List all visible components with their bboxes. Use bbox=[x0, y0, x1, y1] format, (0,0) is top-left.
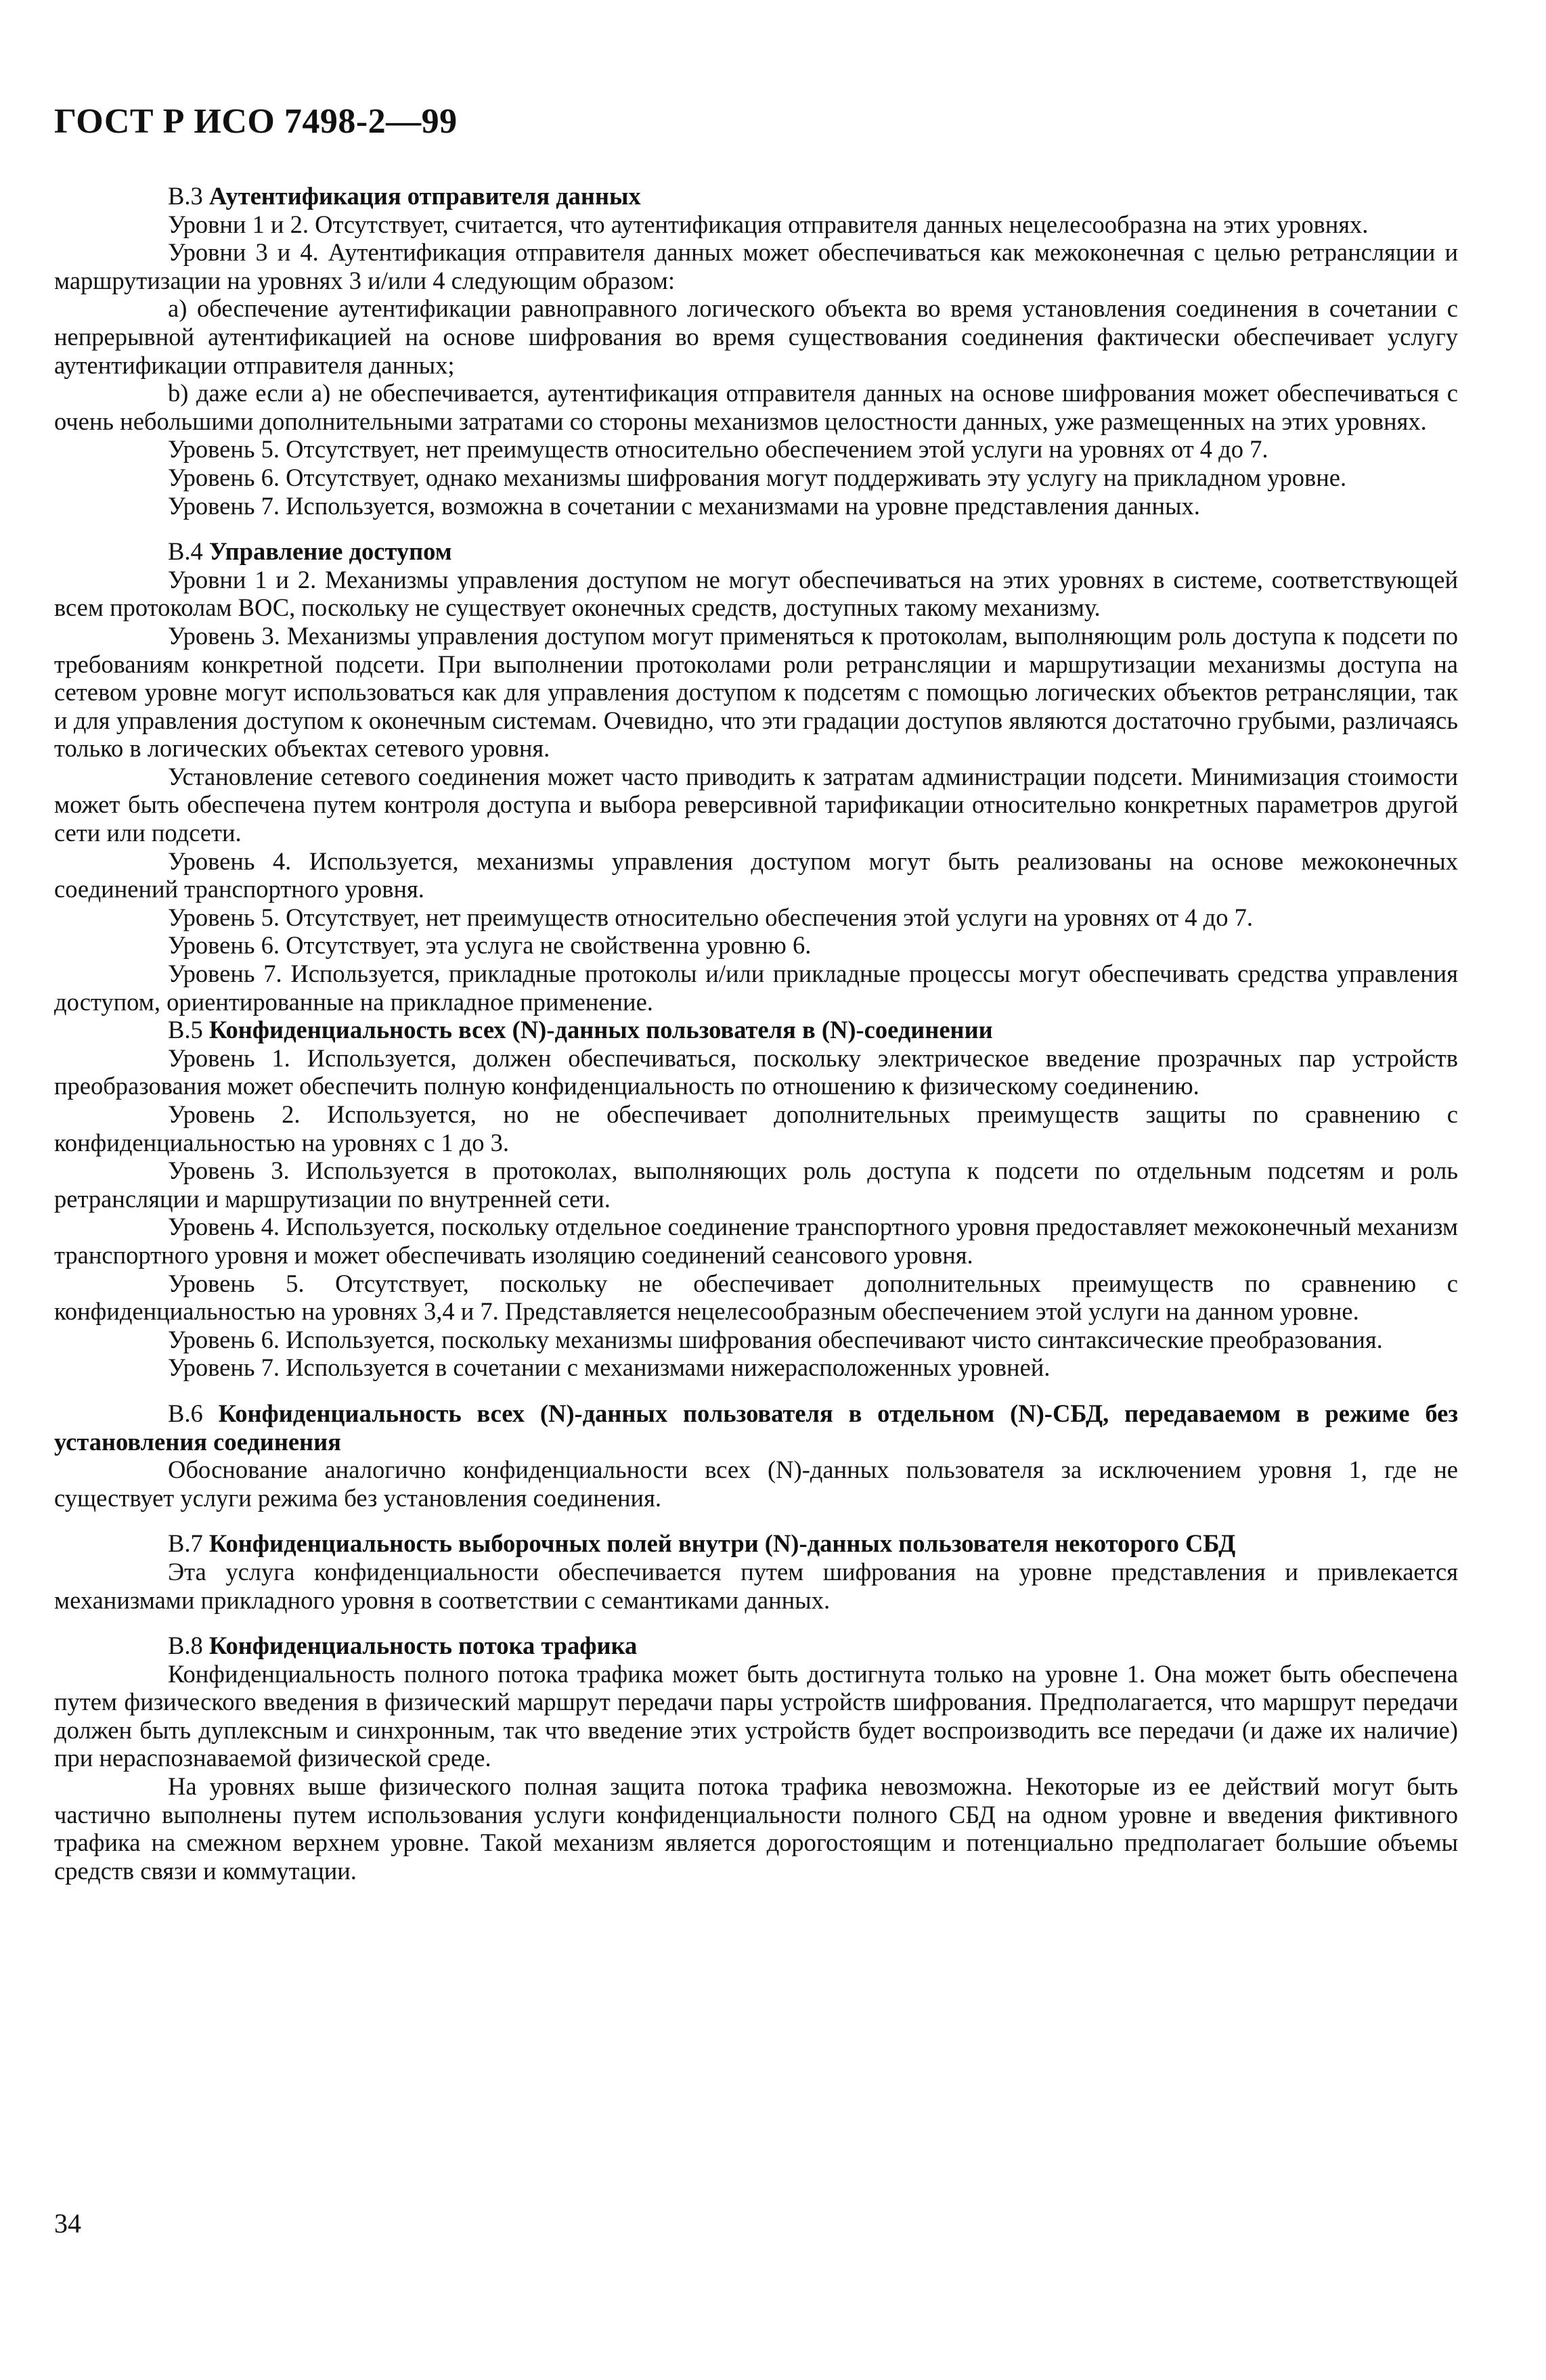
section-number: B.7 bbox=[168, 1529, 203, 1558]
section-heading bbox=[54, 537, 1458, 566]
section-number: B.8 bbox=[168, 1632, 203, 1660]
paragraph: Уровень 4. Используется, механизмы управления доступом могут быть реализованы на основе межоконечных соединений транспортного уровня. bbox=[54, 847, 1458, 903]
paragraph: Уровень 6. Используется, поскольку механизмы шифрования обеспечивают чисто синтаксические преобразования. bbox=[168, 1325, 1383, 1353]
paragraph: Уровни 3 и 4. Аутентификация отправителя данных может обеспечиваться как межоконечная с целью ретрансляции и маршрутизации на уровнях 3 и/или 4 следующим образом: bbox=[54, 238, 1458, 294]
paragraph: Уровень 3. Используется в протоколах, выполняющих роль доступа к подсети по отдельным подсетям и роль ретрансляции и маршрутизации по внутренней сети. bbox=[54, 1157, 1458, 1213]
paragraph: Уровень 7. Используется, возможна в сочетании с механизмами на уровне представления данных. bbox=[168, 491, 1200, 520]
paragraph: Уровень 7. Используется, прикладные протоколы и/или прикладные процессы могут обеспечивать средства управления доступом, ориентированные на прикладное применение. bbox=[54, 960, 1458, 1016]
section-number: B.5 bbox=[168, 1016, 203, 1044]
paragraph: Уровень 6. Отсутствует, эта услуга не свойственна уровню 6. bbox=[168, 931, 812, 960]
paragraph: Уровень 1. Используется, должен обеспечиваться, поскольку электрическое введение прозрачных пар устройств преобразования может обеспечить полную конфиденциальность по отношению к физическому соединению. bbox=[54, 1043, 1458, 1100]
paragraph: Уровень 5. Отсутствует, нет преимуществ относительно обеспечения этой услуги на уровнях от 4 до 7. bbox=[168, 903, 1253, 931]
section-heading bbox=[54, 1529, 1458, 1558]
section-number: B.3 bbox=[168, 182, 203, 210]
paragraph: Уровни 1 и 2. Механизмы управления доступом не могут обеспечиваться на этих уровнях в системе, соответствующей всем протоколам ВОС, поскольку не существует оконечных средств, доступных такому механизму. bbox=[54, 565, 1458, 622]
section-title: Конфиденциальность всех (N)-данных пользователя в (N)-соединении bbox=[208, 1016, 993, 1044]
paragraph: Уровень 2. Используется, но не обеспечивает дополнительных преимуществ защиты по сравнению с конфиденциальностью на уровнях с 1 до 3. bbox=[54, 1100, 1458, 1157]
section-number: B.4 bbox=[168, 537, 203, 566]
section-number: B.6 bbox=[168, 1399, 203, 1427]
section-title: Конфиденциальность выборочных полей внутри (N)-данных пользователя некоторого СБД bbox=[208, 1529, 1236, 1558]
document-header: ГОСТ Р ИСО 7498-2—99 bbox=[54, 102, 458, 141]
paragraph: b) даже если а) не обеспечивается, аутентификация отправителя данных на основе шифрования может обеспечиваться с очень небольшими дополнительными затратами со стороны механизмов целостности данных, уже размещенных на этих уровнях. bbox=[54, 379, 1458, 435]
document-body bbox=[54, 182, 1458, 1885]
section-heading bbox=[54, 1399, 1458, 1456]
section-heading bbox=[54, 1016, 1458, 1044]
section-heading bbox=[54, 1632, 1458, 1660]
paragraph: Уровень 3. Механизмы управления доступом могут применяться к протоколам, выполняющим роль доступа к подсети по требованиям конкретной подсети. При выполнении протоколами роли ретрансляции и маршрутизации механизмы доступа на сетевом уровне могут использоваться как для управления доступом к подсетям с помощью логических объектов ретрансляции, так и для управления доступом к оконечным системам. Очевидно, что эти градации доступов являются достаточно грубыми, различаясь только в логических объектах сетевого уровня. bbox=[54, 621, 1458, 763]
paragraph: Уровни 1 и 2. Отсутствует, считается, что аутентификация отправителя данных нецелесообразна на этих уровнях. bbox=[168, 210, 1369, 238]
section-title: Аутентификация отправителя данных bbox=[208, 182, 641, 210]
paragraph: На уровнях выше физического полная защита потока трафика невозможна. Некоторые из ее действий могут быть частично выполнены путем использования услуги конфиденциальности полного СБД на одном уровне и введения фиктивного трафика на смежном верхнем уровне. Такой механизм является дорогостоящим и потенциально предполагает большие объемы средств связи и коммутации. bbox=[54, 1772, 1458, 1885]
paragraph: Эта услуга конфиденциальности обеспечивается путем шифрования на уровне представления и привлекается механизмами прикладного уровня в соответствии с семантиками данных. bbox=[54, 1557, 1458, 1614]
paragraph: Конфиденциальность полного потока трафика может быть достигнута только на уровне 1. Она может быть обеспечена путем физического введения в физический маршрут передачи пары устройств шифрования. Предполагается, что маршрут передачи должен быть дуплексным и синхронным, так что введение этих устройств будет воспроизводить все передачи (и даже их наличие) при нераспознаваемой физической среде. bbox=[54, 1659, 1458, 1772]
paragraph: а) обеспечение аутентификации равноправного логического объекта во время установления соединения в сочетании с непрерывной аутентификацией на основе шифрования во время существования соединения фактически обеспечивает услугу аутентификации отправителя данных; bbox=[54, 294, 1458, 379]
section-heading bbox=[54, 182, 1458, 210]
paragraph: Уровень 7. Используется в сочетании с механизмами нижерасположенных уровней. bbox=[168, 1353, 1051, 1382]
section-title: Конфиденциальность потока трафика bbox=[208, 1632, 638, 1660]
section-title: Конфиденциальность всех (N)-данных пользователя в отдельном (N)-СБД, передаваемом в режиме без установления соединения bbox=[54, 1399, 1459, 1456]
paragraph: Уровень 6. Отсутствует, однако механизмы шифрования могут поддерживать эту услугу на прикладном уровне. bbox=[168, 463, 1347, 491]
paragraph: Уровень 4. Используется, поскольку отдельное соединение транспортного уровня предоставляет межоконечный механизм транспортного уровня и может обеспечивать изоляцию соединений сеансового уровня. bbox=[54, 1213, 1458, 1269]
section-title: Управление доступом bbox=[208, 537, 452, 566]
page-number: 34 bbox=[54, 2208, 81, 2239]
document-page bbox=[54, 102, 1458, 1885]
paragraph: Установление сетевого соединения может часто приводить к затратам администрации подсети. Минимизация стоимости может быть обеспечена путем контроля доступа и выбора реверсивной тарификации относительно конкретных параметров другой сети или подсети. bbox=[54, 762, 1458, 847]
paragraph: Обоснование аналогично конфиденциальности всех (N)-данных пользователя за исключением уровня 1, где не существует услуги режима без установления соединения. bbox=[54, 1456, 1458, 1512]
paragraph: Уровень 5. Отсутствует, поскольку не обеспечивает дополнительных преимуществ по сравнению с конфиденциальностью на уровнях 3,4 и 7. Представляется нецелесообразным обеспечением этой услуги на данном уровне. bbox=[54, 1269, 1458, 1326]
paragraph: Уровень 5. Отсутствует, нет преимуществ относительно обеспечением этой услуги на уровнях от 4 до 7. bbox=[168, 435, 1268, 464]
